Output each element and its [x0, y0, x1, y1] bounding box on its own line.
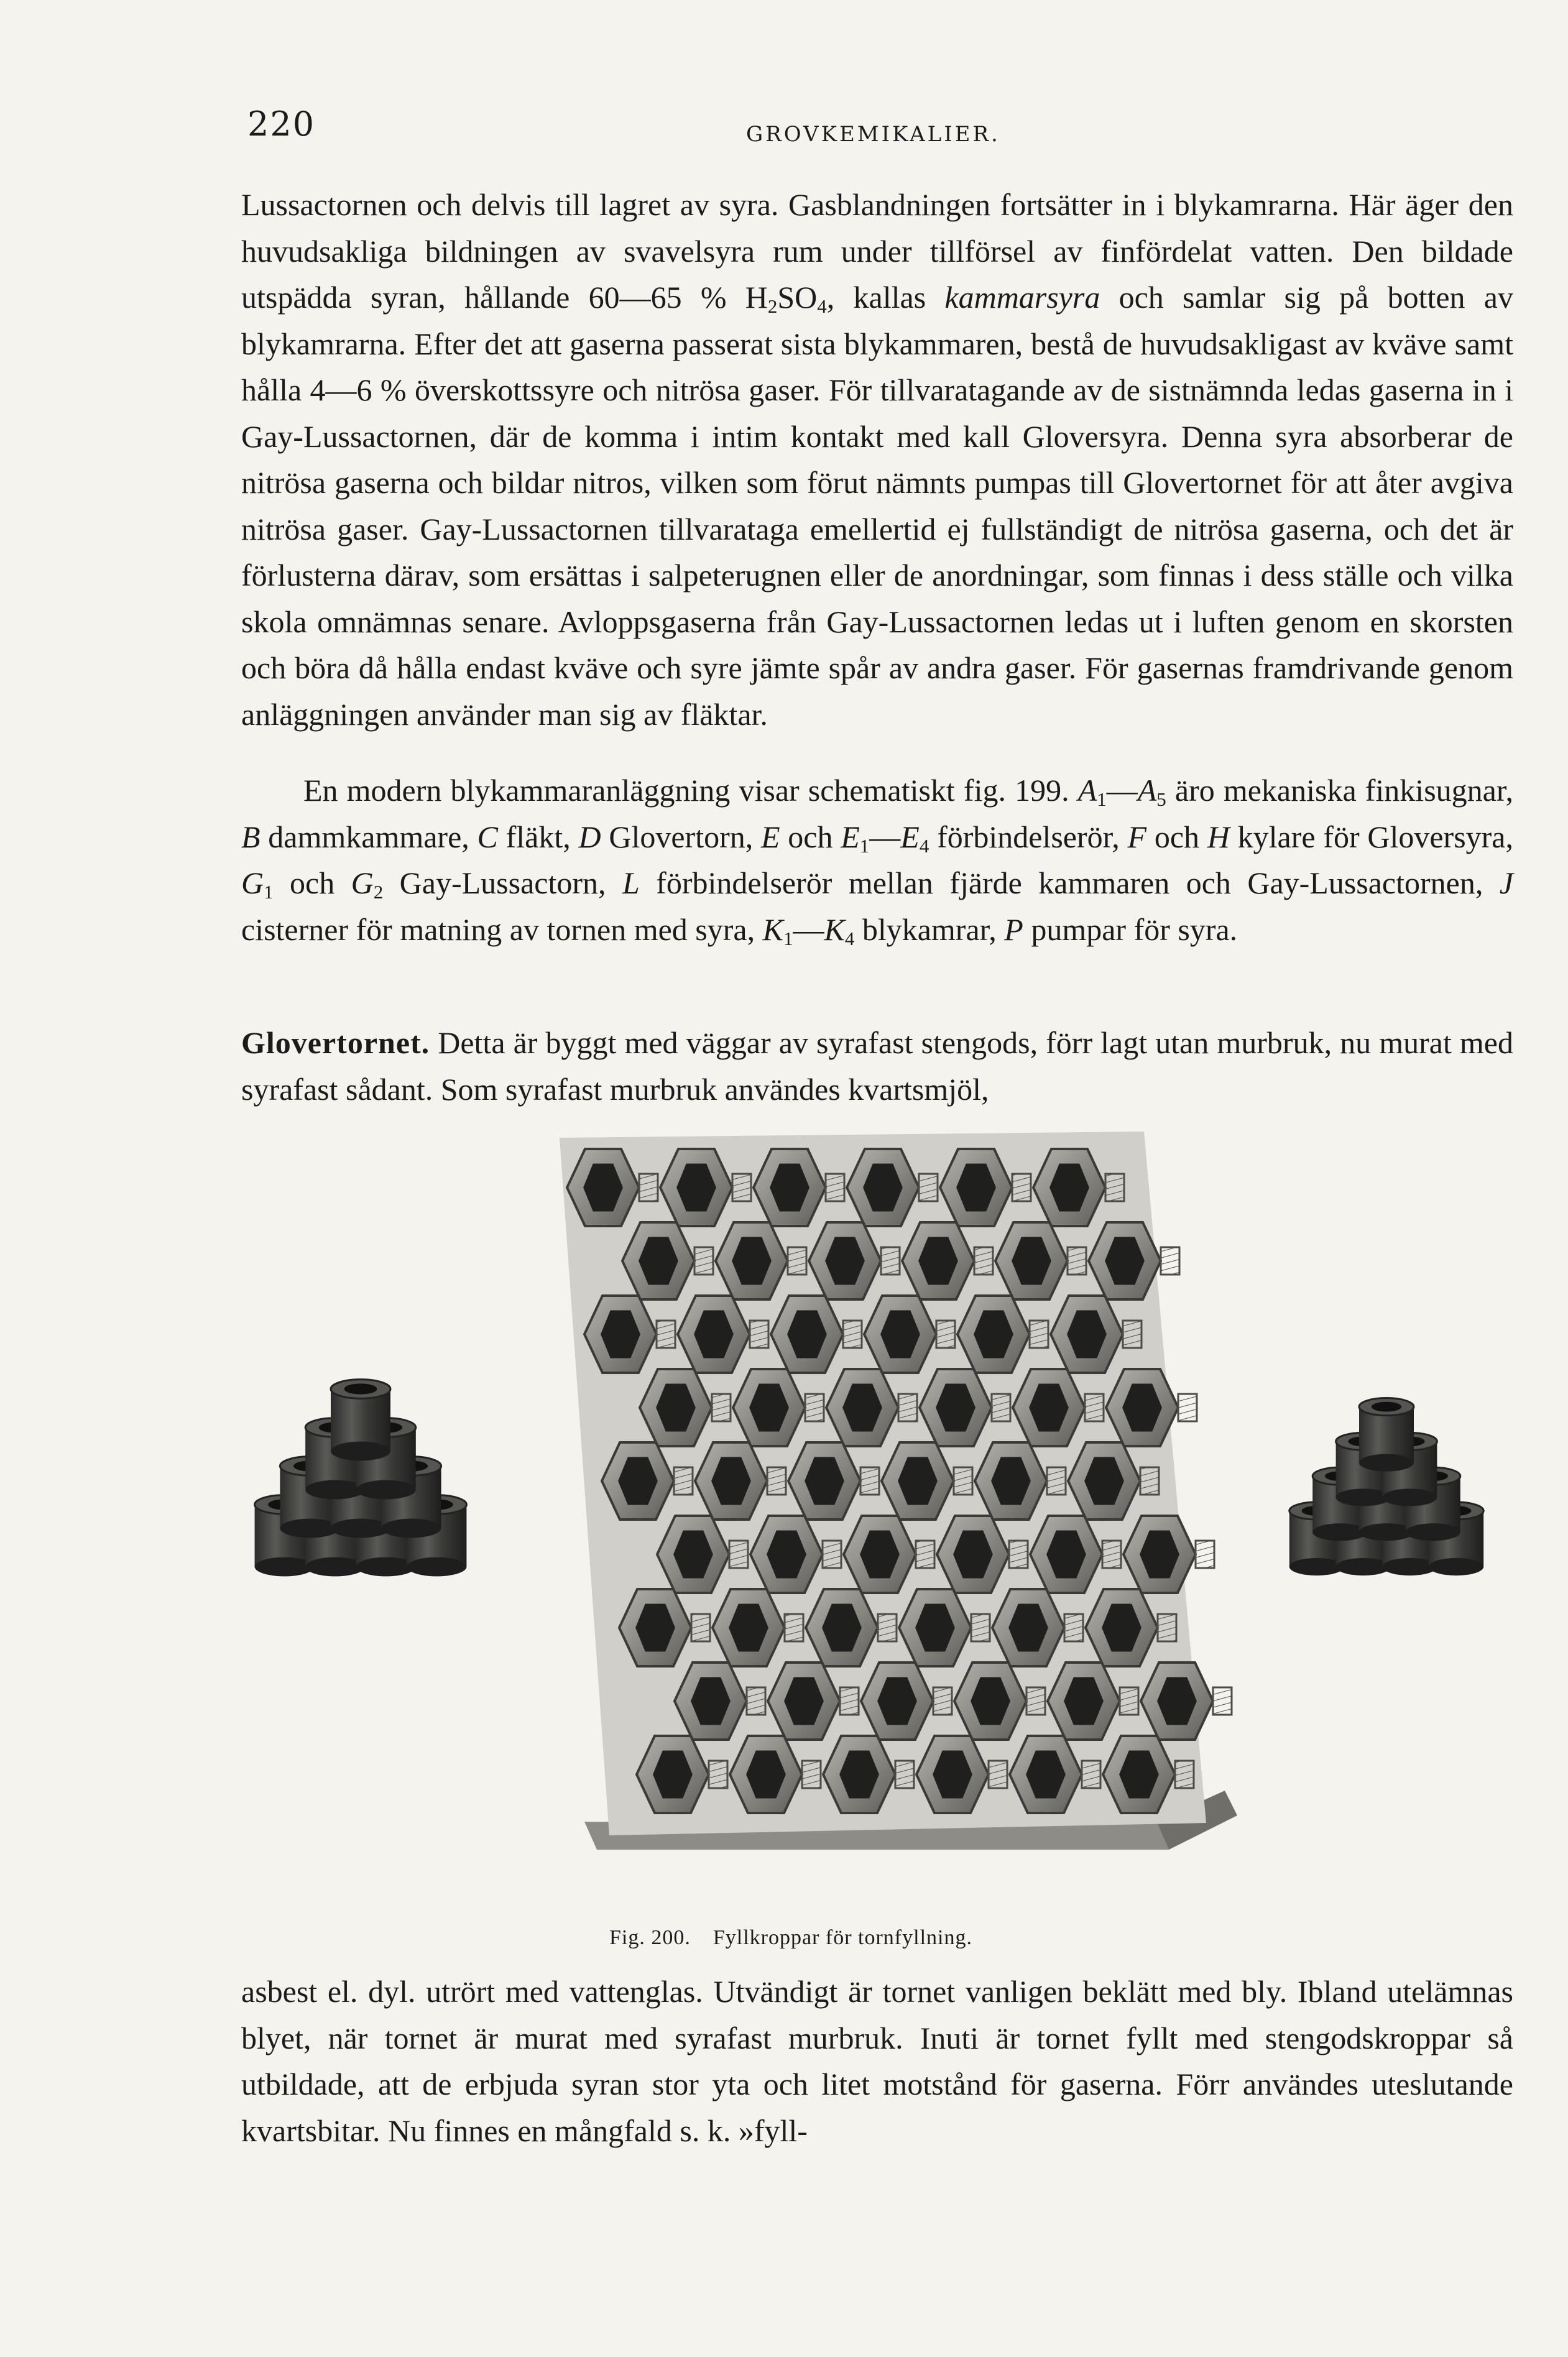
figure-number: Fig. 200. — [609, 1926, 691, 1949]
paragraph-1: Lussactornen och delvis till lagret av syra. Gasblandningen fortsätter in i blykamrarna. Här äger den huvudsakliga bildningen av svavelsyra rum under tillförsel av finfördelat vatten. Den bildade utspädda syran, hållande 60—65 % $H_2SO_4$, kallas kammarsyra och samlar sig på botten av blykamrarna. Efter det att gaserna passerat sista blykammaren, bestå de huvudsakligast av kväve samt hålla 4—6 % överskottssyre och nitrösa gaser. För tillvaratagande av de sistnämnda ledas gaserna in i Gay-Lussactornen, där de komma i intim kontakt med kall Gloversyra. Denna syra absorberar de nitrösa gaserna och bildar nitros, vilken som förut nämnts pumpas till Glovertornet för att åter avgiva nitrösa gaser. Gay-Lussactornen tillvaratagа emellertid ej fullständigt de nitrösa gaserna, och det är förlusterna därav, som ersättas i salpeterugnen eller de anordningar, som finnas i dess ställe och vilka skola omnämnas senare. Avloppsgaserna från Gay-Lussactornen ledas ut i luften genom en skorsten och böra då hålla endast kväve och syre jämte spår av andra gaser. För gasernas framdrivande genom anläggningen använder man sig av fläktar. — [241, 187, 1513, 732]
page-number: 220 — [247, 104, 316, 144]
paragraph-3: Glovertornet. Detta är byggt med väggar av syrafast stengods, förr lagt utan murbruk, nu murat med syrafast sådant. Som syrafast murbruk användes kvartsmjöl, — [241, 1025, 1513, 1107]
running-head: GROVKEMIKALIER. — [746, 122, 1000, 147]
cylinder — [1359, 1398, 1414, 1472]
figure-caption-text: Fyllkroppar för tornfyllning. — [713, 1926, 972, 1949]
paragraph-4: asbest el. dyl. utrört med vattenglas. Utvändigt är tornet vanligen beklätt med bly. Ibland utelämnas blyet, när tornet är murat med syrafast murbruk. Inuti är tornet fyllt med stengodskroppar så utbildade, att de erbjuda syran stor yta och litet motstånd för gaserna. Förr användes uteslutande kvartsbitar. Nu finnes en mångfald s. k. »fyll- — [241, 1974, 1513, 2148]
hexagonal-tile — [1123, 1516, 1214, 1593]
hexagonal-tile — [1141, 1663, 1232, 1740]
figure-fill-bodies — [236, 1119, 1517, 1927]
cylinder — [331, 1380, 390, 1461]
figure-caption — [609, 1926, 972, 1950]
page-header — [0, 104, 1568, 154]
hexagonal-tile — [1106, 1369, 1197, 1446]
cylinder-stack-left — [255, 1380, 467, 1577]
cylinder-stack-right — [1289, 1398, 1483, 1576]
paragraph-2: En modern blykammaranläggning visar schematiskt fig. 199. $A_1—A_5$ äro mekaniska finkisugnar, B dammkammare, C fläkt, D Glovertorn, E och $E_1—E_4$ förbindelserör, F och H kylare för Gloversyra, $G_1$ och $G_2$ Gay-Lussactorn, L förbindelserör mellan fjärde kammaren och Gay-Lussactornen, J cisterner för matning av tornen med syra, $K_1—K_4$ blykamrar, P pumpar för syra. — [241, 773, 1513, 949]
tile-stack — [560, 1132, 1232, 1835]
term-kammarsyra: kammarsyra — [944, 280, 1100, 315]
hexagonal-tile — [1089, 1222, 1179, 1299]
fill-bodies-illustration — [236, 1119, 1517, 1921]
section-heading: Glovertornet. — [241, 1025, 430, 1060]
